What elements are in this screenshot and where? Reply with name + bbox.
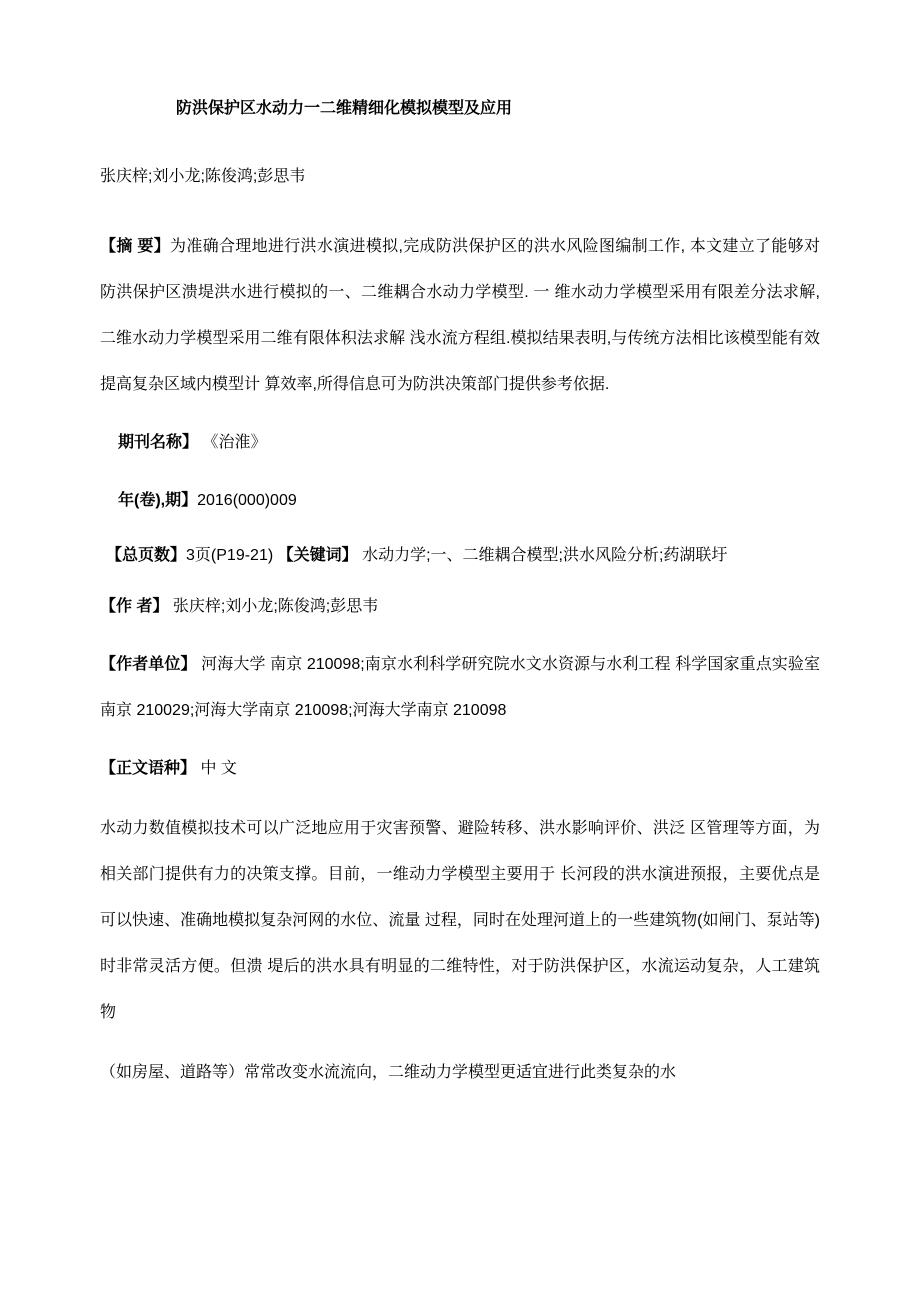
abstract-label: 【摘 要】 <box>100 238 171 255</box>
issue-value: 2016(000)009 <box>197 492 297 509</box>
issue-label: 年(卷),期】 <box>118 492 198 509</box>
pages-value: 3页(P19-21) <box>186 547 278 564</box>
author-field-label: 【作 者】 <box>100 598 169 615</box>
language-value: 中 文 <box>196 760 237 777</box>
abstract-text: 为准确合理地进行洪水演进模拟,完成防洪保护区的洪水风险图编制工作, 本文建立了能够对防洪保护区溃堤洪水进行模拟的一、二维耦合水动力学模型. 一 维水动力学模型采用有限差分法求解,二维水动力学模型采用二维有限体积法求解 浅水流方程组.模拟结果表明,与传统方法相比该模型能有效提高复杂区域内模型计 算效率,所得信息可为防洪决策部门提供参考依据. <box>100 238 820 393</box>
page-title: 防洪保护区水动力一二维精细化模拟模型及应用 <box>176 100 513 117</box>
journal-value: 《治淮》 <box>198 434 267 451</box>
pages-keywords-field <box>100 540 820 572</box>
body-paragraph-1: 水动力数值模拟技术可以广泛地应用于灾害预警、避险转移、洪水影响评价、洪泛 区管理等方面，为相关部门提供有力的决策支撑。目前，一维动力学模型主要用于 长河段的洪水演进预报，主要优点是可以快速、准确地模拟复杂河网的水位、流量 过程，同时在处理河道上的一些建筑物(如闸门、泵站等)时非常灵活方便。但溃 堤后的洪水具有明显的二维特性，对于防洪保护区，水流运动复杂，人工建筑物 <box>100 820 820 1021</box>
abstract-paragraph <box>100 224 820 408</box>
language-field <box>100 746 820 792</box>
journal-label: 期刊名称】 <box>118 434 199 451</box>
authors-line: 张庆梓;刘小龙;陈俊鸿;彭思韦 <box>100 168 306 185</box>
journal-field <box>100 420 820 466</box>
author-field <box>100 584 820 630</box>
language-label: 【正文语种】 <box>100 760 197 777</box>
author-field-value: 张庆梓;刘小龙;陈俊鸿;彭思韦 <box>168 598 379 615</box>
affiliation-label: 【作者单位】 <box>100 656 197 673</box>
pages-label: 【总页数】 <box>106 547 187 564</box>
issue-field <box>100 478 820 524</box>
keywords-label: 【关键词】 <box>277 547 358 564</box>
keywords-value: 水动力学;一、二维耦合模型;洪水风险分析;药湖联圩 <box>357 547 728 564</box>
body-paragraph-2: （如房屋、道路等）常常改变水流流向，二维动力学模型更适宜进行此类复杂的水 <box>100 1064 677 1081</box>
affiliation-value: 河海大学 南京 210098;南京水利科学研究院水文水资源与水利工程 科学国家重点实验室南京 210029;河海大学南京 210098;河海大学南京 210098 <box>100 656 820 719</box>
affiliation-field <box>100 642 820 734</box>
